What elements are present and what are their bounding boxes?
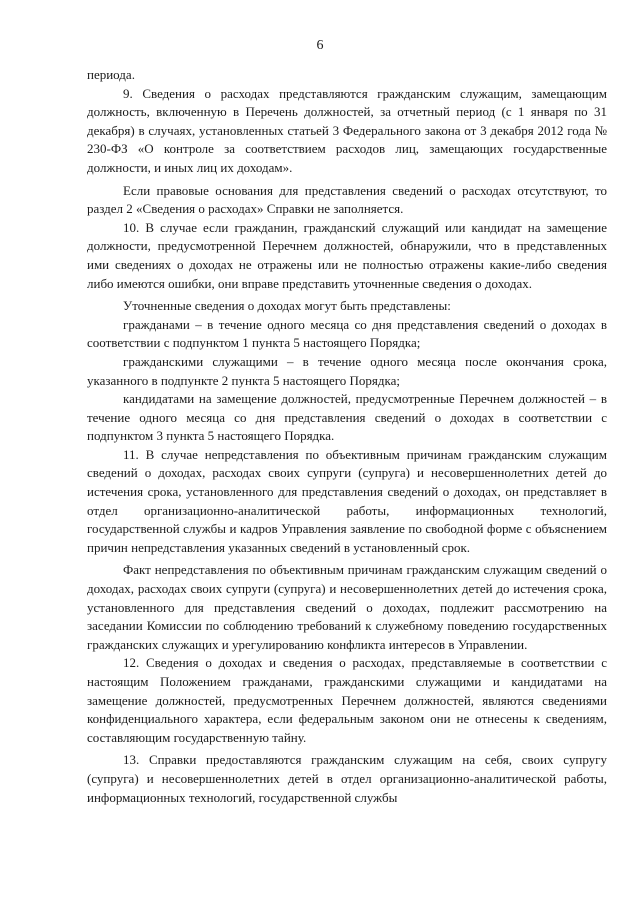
paragraph-10-servants: гражданскими служащими – в течение одного месяца после окончания срока, указанного в подпункте 2 пункта 5 настоящего Порядка; <box>87 353 607 388</box>
page-number: 6 <box>316 38 324 53</box>
paragraph-10-intro: Уточненные сведения о доходах могут быть представлены: <box>123 298 451 314</box>
paragraph-12: 12. Сведения о доходах и сведения о расходах, представляемые в соответствии с настоящим Положением гражданами, гражданскими служащими и кандидатами на замещение должностей, предусмотренных Перечнем должностей, являются сведениями конфиденциального характера, если федеральным законом они не отнесены к сведениям, составляющим государственную тайну. <box>87 655 607 745</box>
paragraph-9-note: Если правовые основания для представления сведений о расходах отсутствуют, то раздел 2 «Сведения о расходах» Справки не заполняется. <box>87 182 607 217</box>
paragraph-10: 10. В случае если гражданин, гражданский служащий или кандидат на замещение должности, предусмотренной Перечнем должностей, обнаружили, что в представленных ими сведениях о доходах не отражены или не полностью отражены какие-либо сведения либо имеются ошибки, они вправе представить уточненные сведения о доходах. <box>87 219 607 291</box>
paragraph-13: 13. Справки предоставляются гражданским служащим на себя, своих супругу (супруга) и несовершеннолетних детей в отдел организационно-аналитической работы, информационных технологий, государственной службы <box>87 752 607 805</box>
paragraph-10-citizens: гражданами – в течение одного месяца со дня представления сведений о доходах в соответствии с подпунктом 1 пункта 5 настоящего Порядка; <box>87 316 607 351</box>
paragraph-9: 9. Сведения о расходах представляются гражданским служащим, замещающим должность, включенную в Перечень должностей, за отчетный период (с 1 января по 31 декабря) в случаях, установленных статьей 3 Федерального закона от 3 декабря 2012 года № 230-ФЗ «О контроле за соответствием расходов лиц, замещающих государственные должности, и иных лиц их доходам». <box>87 85 607 175</box>
paragraph-11-fact: Факт непредставления по объективным причинам гражданским служащим сведений о доходах, расходах своих супруги (супруга) и несовершеннолетних детей до истечения срока, установленного для представления сведений о доходах, подлежит рассмотрению на заседании Комиссии по соблюдению требований к служебному поведению государственных гражданских служащих и урегулированию конфликта интересов в Управлении. <box>87 562 607 652</box>
document-body <box>87 66 607 807</box>
paragraph-10-candidates: кандидатами на замещение должностей, предусмотренные Перечнем должностей – в течение одного месяца со дня представления сведений о доходах в соответствии с подпунктом 3 пункта 5 настоящего Порядка. <box>87 391 607 444</box>
paragraph-continuation: периода. <box>87 67 135 82</box>
paragraph-11: 11. В случае непредставления по объективным причинам гражданским служащим сведений о доходах, расходах своих супруги (супруга) и несовершеннолетних детей до истечения срока, установленного для представления сведений о доходах, он представляет в отдел организационно-аналитической работы, информационных технологий, государственной службы и кадров Управления заявление по свободной форме с объяснением причин непредставления указанных сведений в установленный срок. <box>87 446 607 555</box>
